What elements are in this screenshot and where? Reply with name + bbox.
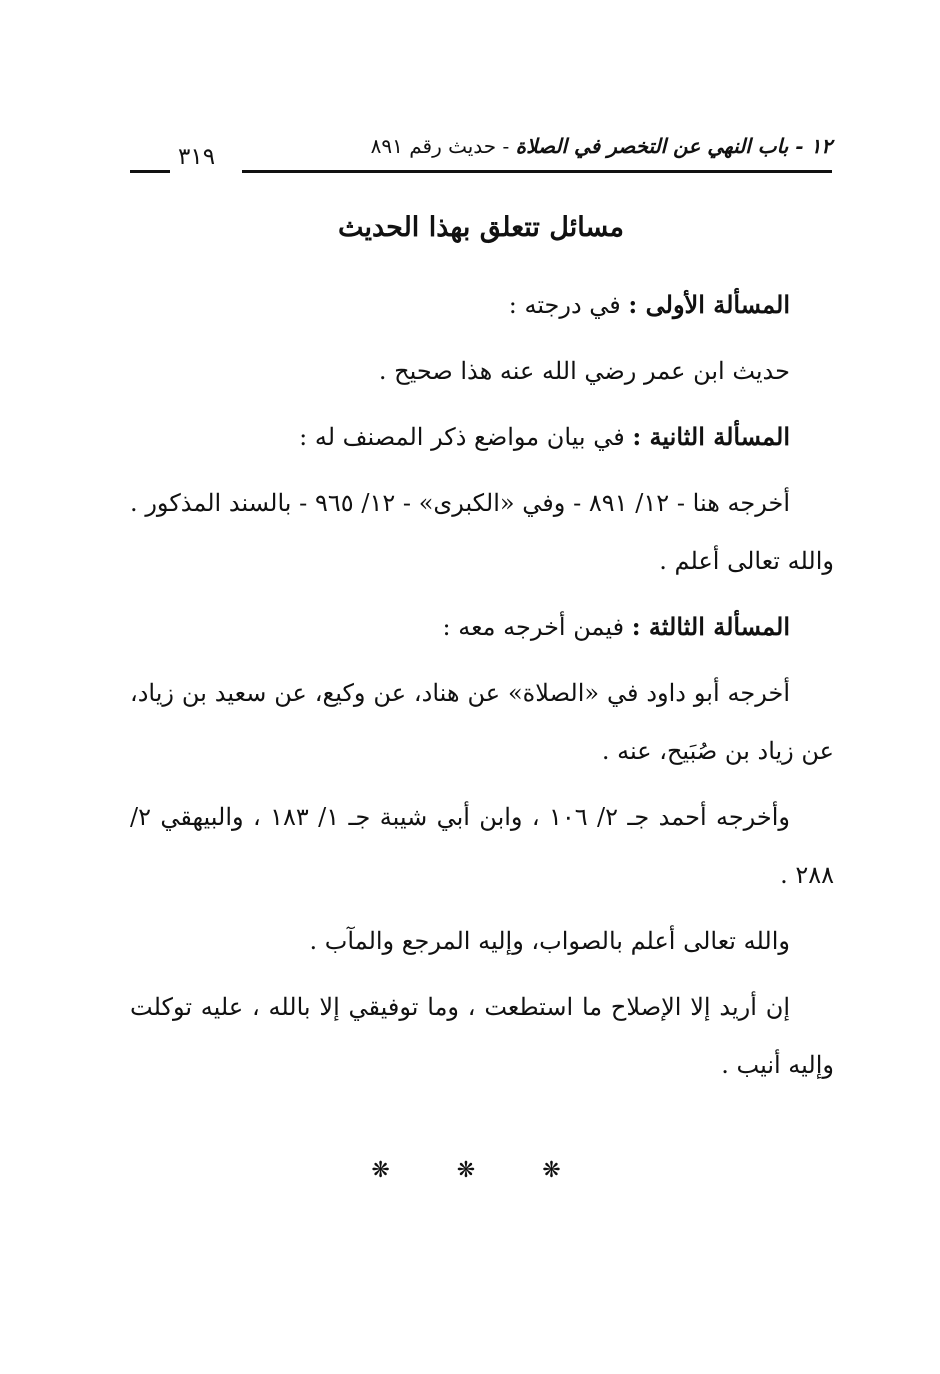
paragraph [130,912,834,970]
page-number: ٣١٩ [178,144,216,170]
header-rule [242,170,832,173]
running-header [130,128,832,178]
paragraph-text: إن أريد إلا الإصلاح ما استطعت ، وما توفيقي إلا بالله ، عليه توكلت وإليه أنيب . [130,993,834,1079]
question-label: المسألة الثالثة : [631,612,790,641]
paragraph-text: أخرجه هنا - ١٢/ ٨٩١ - وفي «الكبرى» - ١٢/ ٩٦٥ - بالسند المذكور . والله تعالى أعلم . [130,489,834,575]
body-text [130,276,834,1102]
hadith-reference: - حديث رقم ٨٩١ [370,134,510,158]
chapter-title: ١٢ - باب النهي عن التخصر في الصلاة [515,134,832,158]
question-label: المسألة الأولى : [628,290,790,319]
section-title: مسائل تتعلق بهذا الحديث [337,212,625,243]
paragraph-text: وأخرجه أحمد جـ ٢/ ١٠٦ ، وابن أبي شيبة جـ ١/ ١٨٣ ، والبيهقي ٢/ ٢٨٨ . [130,803,834,889]
paragraph [130,474,834,590]
paragraph-text: في بيان مواضع ذكر المصنف له : [299,423,633,451]
paragraph [130,788,834,904]
question-label: المسألة الثانية : [632,422,790,451]
page-number-dash [130,170,170,173]
paragraph-question-3 [130,598,834,656]
section-end-ornament: ❋ ❋ ❋ [371,1158,591,1183]
paragraph-text: فيمن أخرجه معه : [442,613,632,641]
paragraph-text: والله تعالى أعلم بالصواب، وإليه المرجع والمآب . [309,927,790,955]
header-title [371,134,832,158]
paragraph-question-2 [130,408,834,466]
paragraph-text: حديث ابن عمر رضي الله عنه هذا صحيح . [378,357,790,385]
paragraph-text: أخرجه أبو داود في «الصلاة» عن هناد، عن وكيع، عن سعيد بن زياد، عن زياد بن صُبَيح، عنه . [130,679,834,765]
paragraph [130,978,834,1094]
paragraph-text: في درجته : [508,291,629,319]
paragraph [130,342,834,400]
paragraph [130,664,834,780]
paragraph-question-1 [130,276,834,334]
